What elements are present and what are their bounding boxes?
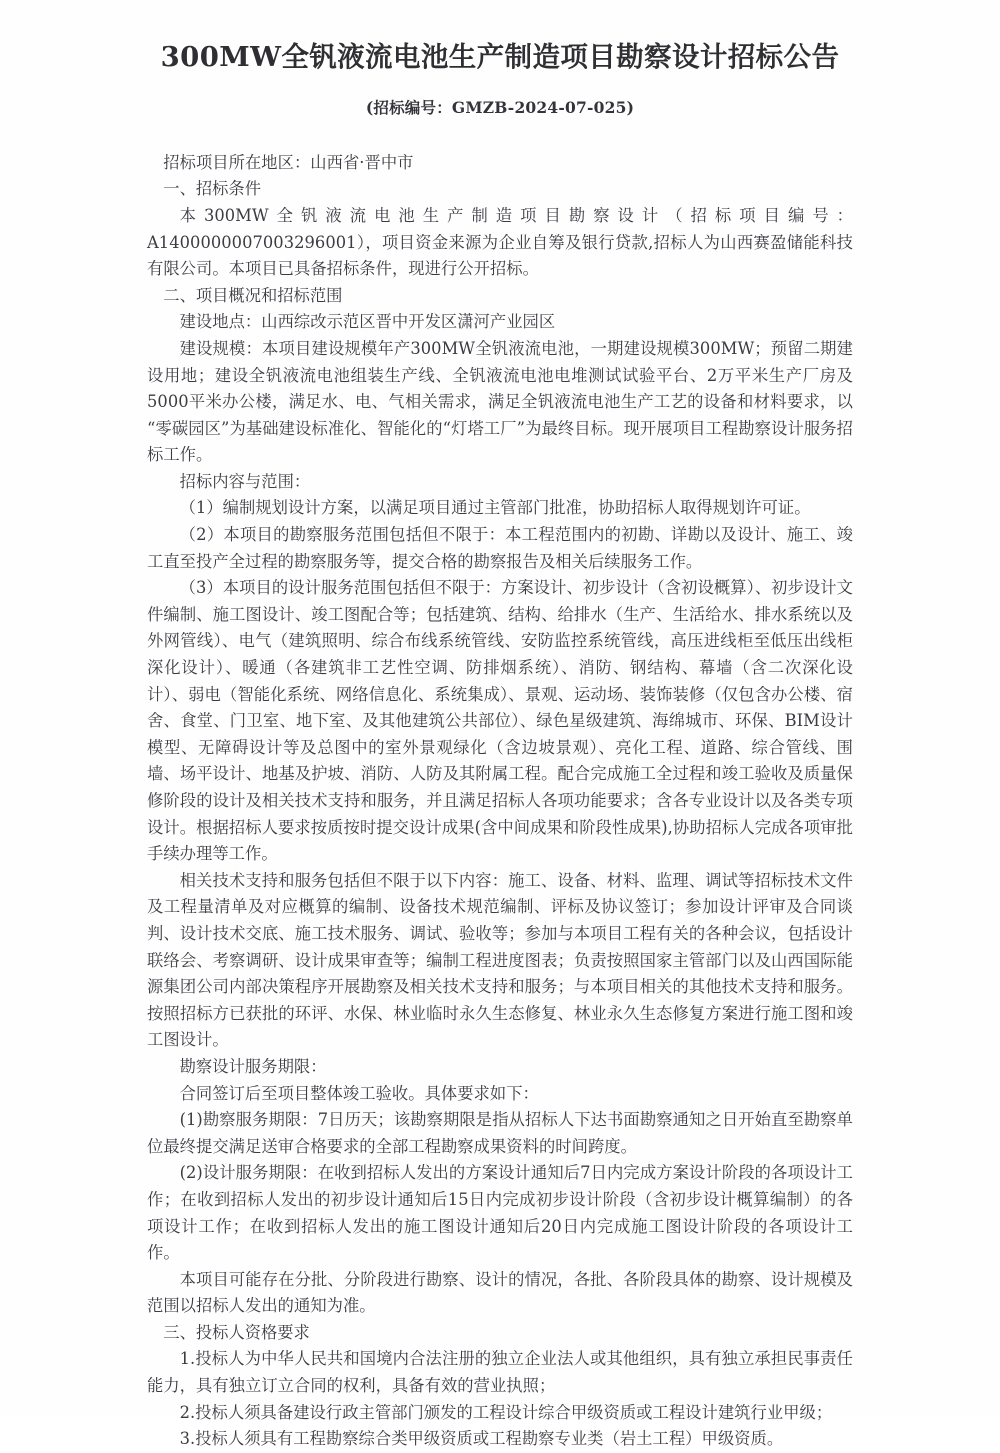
service-period-intro: 合同签订后至项目整体竣工验收。具体要求如下： — [179, 1083, 539, 1103]
scope-item-2: （2）本项目的勘察服务范围包括但不限于：本工程范围内的初勘、详勘以及设计、施工、竣工直至投产全过程的勘察服务等，提交合格的勘察报告及相关后续服务工作。 — [147, 525, 853, 571]
construction-site-line: 建设地点：山西综改示范区晋中开发区潇河产业园区 — [179, 312, 556, 332]
page-title: 300MW全钒液流电池生产制造项目勘察设计招标公告 — [160, 41, 840, 73]
design-service-period: (2)设计服务期限：在收到招标人发出的方案设计通知后7日内完成方案设计阶段的各项设计工作；在收到招标人发出的初步设计通知后15日内完成初步设计阶段（含初步设计概算编制）的各项设计工作；在收到招标人发出的施工图设计通知后20日内完成施工图设计阶段的各项设计工作。 — [147, 1163, 853, 1263]
qualification-item-2: 2.投标人须具备建设行政主管部门颁发的工程设计综合甲级资质或工程设计建筑行业甲级； — [179, 1402, 833, 1422]
document-body — [147, 118, 853, 1453]
scope-item-3: （3）本项目的设计服务范围包括但不限于：方案设计、初步设计（含初设概算）、初步设计文件编制、施工图设计、竣工图配合等；包括建筑、结构、给排水（生产、生活给水、排水系统以及外网管线）、电气（建筑照明、综合布线系统管线、安防监控系统管线，高压进线柜至低压出线柜深化设计）、暖通（各建筑非工艺性空调、防排烟系统）、消防、钢结构、幕墙（含二次深化设计）、弱电（智能化系统、网络信息化、系统集成）、景观、运动场、装饰装修（仅包含办公楼、宿舍、食堂、门卫室、地下室、及其他建筑公共部位）、绿色星级建筑、海绵城市、环保、BIM设计模型、无障碍设计等及总图中的室外景观绿化（含边坡景观）、亮化工程、道路、综合管线、围墙、场平设计、地基及护坡、消防、人防及其附属工程。配合完成施工全过程和竣工验收及质量保修阶段的设计及相关技术支持和服务，并且满足招标人各项功能要求；含各专业设计以及各类专项设计。根据招标人要求按质按时提交设计成果(含中间成果和阶段性成果),协助招标人完成各项审批手续办理等工作。 — [147, 578, 853, 864]
service-period-label: 勘察设计服务期限： — [179, 1056, 327, 1076]
scope-item-1: （1）编制规划设计方案，以满足项目通过主管部门批准，协助招标人取得规划许可证。 — [179, 498, 811, 518]
section-1-paragraph: 本300MW全钒液流电池生产制造项目勘察设计（招标项目编号：A1400000007003296001），项目资金来源为企业自筹及银行贷款,招标人为山西赛盈储能科技有限公司。本项目已具备招标条件，现进行公开招标。 — [147, 205, 853, 279]
qualification-item-1: 1.投标人为中华人民共和国境内合法注册的独立企业法人或其他组织，具有独立承担民事责任能力，具有独立订立合同的权利，具备有效的营业执照； — [147, 1349, 853, 1396]
section-heading-1: 一、招标条件 — [163, 179, 261, 199]
tender-number-subtitle: (招标编号：GMZB-2024-07-025) — [365, 97, 635, 117]
phased-execution-note: 本项目可能存在分批、分阶段进行勘察、设计的情况，各批、各阶段具体的勘察、设计规模及范围以招标人发出的通知为准。 — [147, 1269, 853, 1316]
technical-support-paragraph: 相关技术支持和服务包括但不限于以下内容：施工、设备、材料、监理、调试等招标技术文件及工程量清单及对应概算的编制、设备技术规范编制、评标及协议签订；参加设计评审及合同谈判、设计技术交底、施工技术服务、调试、验收等；参加与本项目工程有关的各种会议，包括设计联络会、考察调研、设计成果审查等；编制工程进度图表；负责按照国家主管部门以及山西国际能源集团公司内部决策程序开展勘察及相关技术支持和服务；与本项目相关的其他技术支持和服务。按照招标方已获批的环评、水保、林业临时永久生态修复、林业永久生态修复方案进行施工图和竣工图设计。 — [147, 870, 853, 1050]
section-heading-3: 三、投标人资格要求 — [163, 1322, 310, 1342]
survey-service-period: (1)勘察服务期限：7日历天；该勘察期限是指从招标人下达书面勘察通知之日开始直至勘察单位最终提交满足送审合格要求的全部工程勘察成果资料的时间跨度。 — [147, 1110, 853, 1156]
project-region-line: 招标项目所在地区：山西省·晋中市 — [163, 152, 414, 172]
construction-scale-paragraph: 建设规模：本项目建设规模年产300MW全钒液流电池，一期建设规模300MW；预留二期建设用地；建设全钒液流电池组装生产线、全钒液流电池电堆测试试验平台、2万平米生产厂房及5000平米办公楼，满足水、电、气相关需求，满足全钒液流电池生产工艺的设备和材料要求，以“零碳园区”为基础建设标准化、智能化的“灯塔工厂”为最终目标。现开展项目工程勘察设计服务招标工作。 — [147, 338, 853, 465]
tender-scope-label: 招标内容与范围： — [179, 471, 311, 491]
section-heading-2: 二、项目概况和招标范围 — [163, 285, 343, 305]
qualification-item-3: 3.投标人须具有工程勘察综合类甲级资质或工程勘察专业类（岩土工程）甲级资质。 — [179, 1429, 784, 1449]
